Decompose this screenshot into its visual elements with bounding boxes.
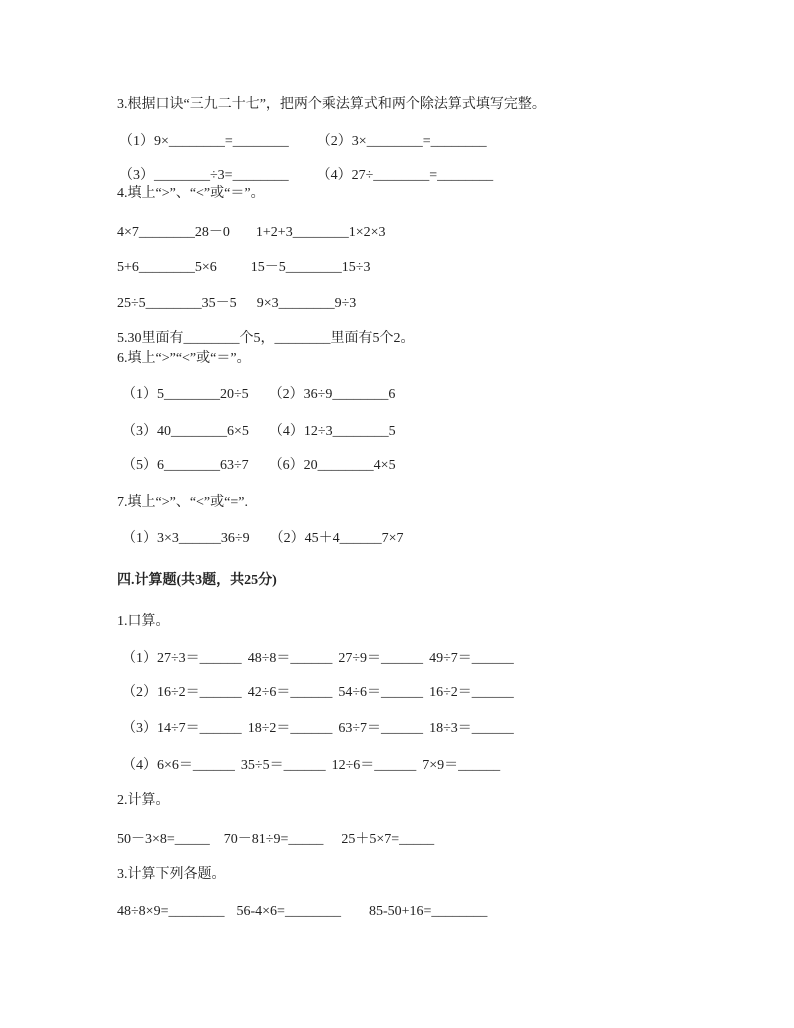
q4-title: 4.填上“>”、“<”或“＝”。: [117, 186, 265, 201]
c1-r4-item-2: 35÷5＝______: [240, 758, 326, 773]
q6-row2: [122, 423, 396, 441]
c1-r4-item-4: 7×9＝______: [422, 758, 501, 773]
c1-r4-item-3: 12÷6＝______: [331, 758, 417, 773]
c1-row4: [122, 757, 500, 775]
q3-title: 3.根据口诀“三九二十七”，把两个乘法算式和两个除法算式填写完整。: [117, 97, 546, 112]
q6-title: 6.填上“>”“<”或“＝”。: [117, 351, 251, 366]
q7-row1: [122, 530, 404, 548]
c1-title: 1.口算。: [117, 614, 170, 629]
section-heading: 四.计算题(共3题，共25分): [117, 573, 277, 588]
c3-title: 3.计算下列各题。: [117, 867, 226, 882]
q4-item-5: 25÷5________35－5: [117, 296, 237, 311]
c1-r1-item-4: 49÷7＝______: [429, 651, 514, 666]
c1-r2-item-2: 42÷6＝______: [247, 685, 333, 700]
c1-r1-item-3: 27÷9＝______: [338, 651, 424, 666]
q7-item-2: （2）45＋4______7×7: [269, 531, 404, 546]
q4-item-1: 4×7________28－0: [117, 225, 230, 240]
q6-item-4: （4）12÷3________5: [268, 424, 396, 439]
c1-r2-item-4: 16÷2＝______: [429, 685, 514, 700]
c1-row3: [122, 720, 514, 738]
c3-row: [117, 903, 487, 921]
q3-row1: [119, 133, 487, 151]
c1-row1: [122, 650, 514, 668]
q6-item-3: （3）40________6×5: [122, 424, 249, 439]
c1-r3-item-4: 18÷3＝______: [429, 721, 514, 736]
q6-item-2: （2）36÷9________6: [268, 387, 396, 402]
q6-item-5: （5）6________63÷7: [122, 458, 249, 473]
c3-item-2: 56-4×6=________: [236, 904, 341, 919]
q4-row2: [117, 259, 370, 277]
q7-title: 7.填上“>”、“<”或“=”.: [117, 495, 248, 510]
c1-r4-item-1: （4）6×6＝______: [122, 758, 235, 773]
q3-item-3: （3）________÷3=________: [119, 168, 289, 183]
c1-row2: [122, 684, 514, 702]
c2-item-1: 50－3×8=_____: [117, 832, 210, 847]
c2-row: [117, 831, 434, 849]
c2-item-3: 25＋5×7=_____: [341, 832, 435, 847]
c2-item-2: 70－81÷9=_____: [223, 832, 324, 847]
c1-r1-item-1: （1）27÷3＝______: [122, 651, 242, 666]
q3-item-4: （4）27÷________=________: [316, 168, 494, 183]
c2-title: 2.计算。: [117, 793, 170, 808]
q6-item-1: （1）5________20÷5: [122, 387, 249, 402]
q4-row1: [117, 224, 386, 242]
q6-row3: [122, 457, 396, 475]
c1-r2-item-1: （2）16÷2＝______: [122, 685, 242, 700]
c1-r3-item-1: （3）14÷7＝______: [122, 721, 242, 736]
q4-item-3: 5+6________5×6: [117, 260, 217, 275]
q6-row1: [122, 386, 395, 404]
c3-item-3: 85-50+16=________: [368, 904, 488, 919]
c1-r3-item-2: 18÷2＝______: [247, 721, 333, 736]
q3-item-2: （2）3×________=________: [316, 134, 487, 149]
q7-item-1: （1）3×3______36÷9: [122, 531, 250, 546]
c1-r1-item-2: 48÷8＝______: [247, 651, 333, 666]
c1-r2-item-3: 54÷6＝______: [338, 685, 424, 700]
q4-row3: [117, 295, 356, 313]
q3-item-1: （1）9×________=________: [119, 134, 289, 149]
q3-row2: [119, 167, 493, 185]
q4-item-2: 1+2+3________1×2×3: [255, 225, 386, 240]
q6-item-6: （6）20________4×5: [268, 458, 396, 473]
q4-item-6: 9×3________9÷3: [256, 296, 357, 311]
c3-item-1: 48÷8×9=________: [117, 904, 225, 919]
c1-r3-item-3: 63÷7＝______: [338, 721, 424, 736]
q5-title: 5.30里面有________个5，________里面有5个2。: [117, 331, 415, 346]
q4-item-4: 15－5________15÷3: [250, 260, 371, 275]
